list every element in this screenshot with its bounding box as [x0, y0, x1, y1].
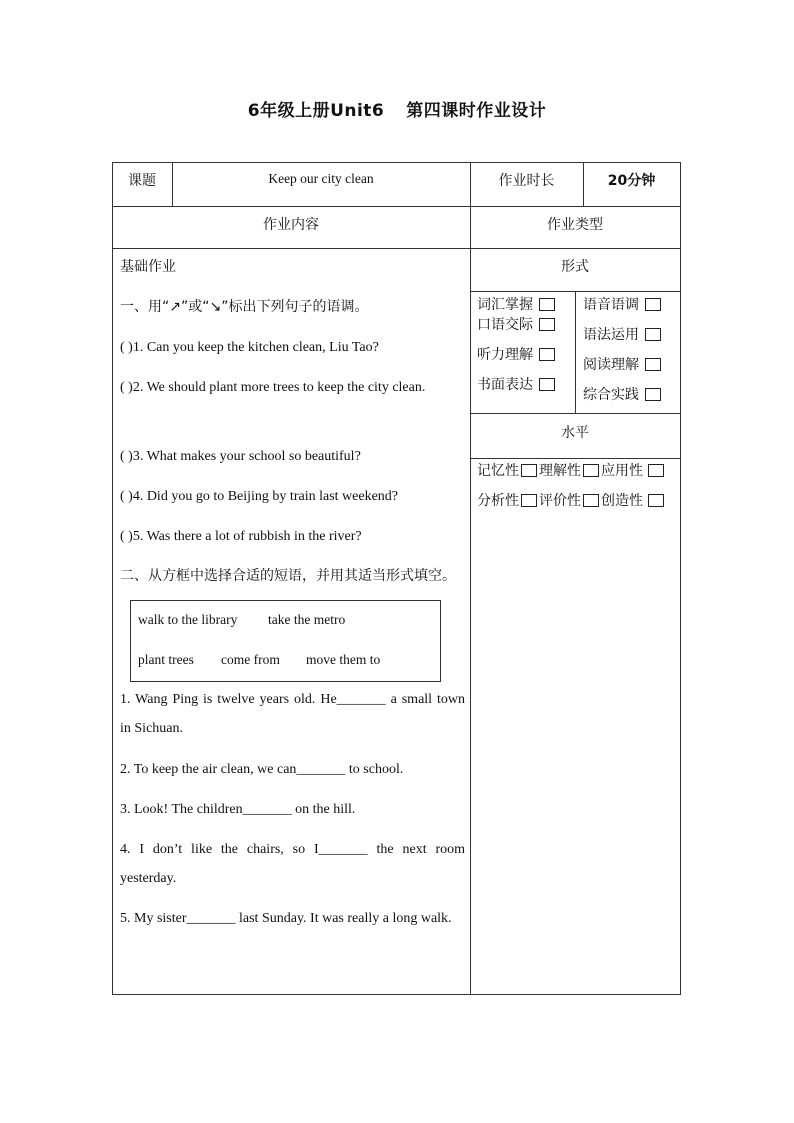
phrase-box: [130, 600, 441, 682]
title-grade-unit: 6年级上册Unit6: [247, 101, 385, 121]
form-label: 形式: [561, 259, 589, 275]
duration-value: 20分钟: [607, 173, 656, 189]
level-row-1: [477, 460, 664, 480]
phrase-take-metro: take the metro: [268, 612, 346, 627]
checkbox[interactable]: [521, 464, 537, 477]
checkbox[interactable]: [648, 494, 664, 507]
part1-item-4: ( )4. Did you go to Beijing by train last weekend?: [120, 489, 398, 504]
checkbox[interactable]: [539, 298, 555, 311]
checkbox[interactable]: [645, 328, 661, 341]
part1-item-5: ( )5. Was there a lot of rubbish in the river?: [120, 529, 362, 544]
phrase-walk-library: walk to the library: [138, 612, 238, 627]
checkbox[interactable]: [645, 388, 661, 401]
form-option-writing[interactable]: 书面表达: [477, 374, 555, 394]
topic-value: Keep our city clean: [268, 171, 374, 186]
form-option-speaking[interactable]: 口语交际: [477, 314, 555, 334]
phrase-move-them-to: move them to: [306, 652, 381, 667]
part2-item-5: 5. My sister_______ last Sunday. It was really a long walk.: [120, 911, 452, 926]
form-option-vocabulary[interactable]: 词汇掌握: [477, 294, 555, 314]
part2-item-4: 4. I don’t like the chairs, so I_______ the next room yesterday.: [120, 842, 465, 886]
checkbox[interactable]: [583, 464, 599, 477]
topic-label: 课题: [128, 173, 156, 189]
form-option-practice[interactable]: 综合实践: [583, 384, 661, 404]
form-option-grammar[interactable]: 语法运用: [583, 324, 661, 344]
form-option-reading[interactable]: 阅读理解: [583, 354, 661, 374]
type-label: 作业类型: [547, 217, 603, 233]
checkbox[interactable]: [645, 298, 661, 311]
checkbox[interactable]: [539, 348, 555, 361]
phrase-plant-trees: plant trees: [138, 652, 194, 667]
level-label: 水平: [561, 425, 589, 441]
checkbox[interactable]: [645, 358, 661, 371]
part2-title: 二、从方框中选择合适的短语，并用其适当形式填空。: [120, 568, 456, 584]
checkbox[interactable]: [583, 494, 599, 507]
form-option-pronunciation[interactable]: 语音语调: [583, 294, 661, 314]
level-row-2: [477, 490, 664, 510]
part1-title: 一、用“↗”或“↘”标出下列句子的语调。: [120, 299, 369, 315]
form-option-listening[interactable]: 听力理解: [477, 344, 555, 364]
level-memory: 记忆性: [477, 463, 519, 479]
part2-item-3: 3. Look! The children_______ on the hill.: [120, 802, 356, 817]
level-application: 应用性: [601, 463, 643, 479]
content-label: 作业内容: [263, 217, 319, 233]
part1-item-1: ( )1. Can you keep the kitchen clean, Liu Tao?: [120, 340, 379, 355]
duration-label: 作业时长: [498, 173, 555, 189]
checkbox[interactable]: [648, 464, 664, 477]
phrase-come-from: come from: [221, 652, 280, 667]
part1-item-2: ( )2. We should plant more trees to keep the city clean.: [120, 380, 426, 395]
part1-item-3: ( )3. What makes your school so beautiful?: [120, 449, 361, 464]
part2-item-1: 1. Wang Ping is twelve years old. He_______ a small town in Sichuan.: [120, 692, 465, 736]
level-analysis: 分析性: [477, 493, 519, 509]
page-title: [0, 96, 794, 121]
basic-homework-label: 基础作业: [120, 259, 176, 275]
level-understanding: 理解性: [539, 463, 581, 479]
level-evaluation: 评价性: [539, 493, 581, 509]
checkbox[interactable]: [539, 378, 555, 391]
checkbox[interactable]: [539, 318, 555, 331]
level-creation: 创造性: [601, 493, 643, 509]
title-lesson: 第四课时作业设计: [406, 101, 547, 121]
checkbox[interactable]: [521, 494, 537, 507]
part2-item-2: 2. To keep the air clean, we can_______ to school.: [120, 762, 404, 777]
